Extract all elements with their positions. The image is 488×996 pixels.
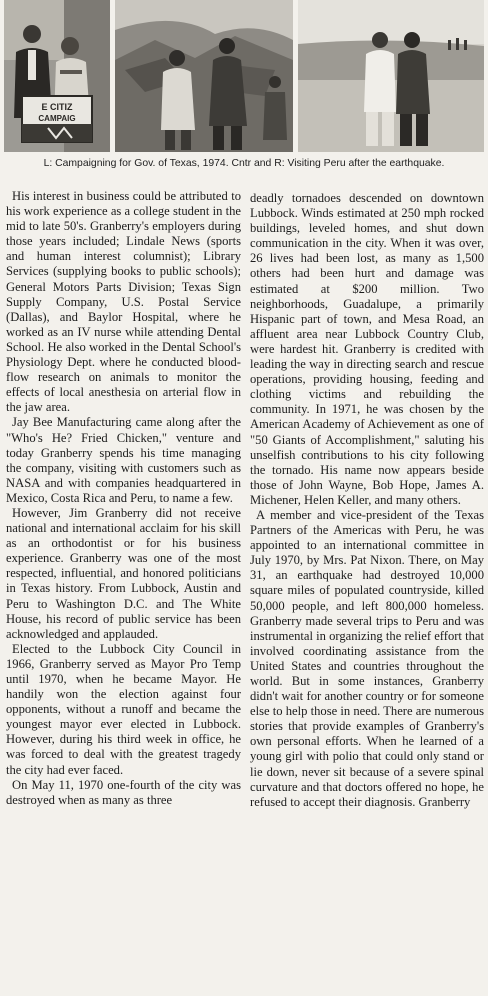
sign-text-1: E CITIZ [41,102,73,112]
paragraph: On May 11, 1970 one-fourth of the city was destroyed when as many as three [6,777,241,807]
photo-caption: L: Campaigning for Gov. of Texas, 1974. Cntr and R: Visiting Peru after the earthquake. [43,158,445,169]
paragraph: deadly tornadoes descended on downtown Lubbock. Winds estimated at 250 mph rocked buildings, leveled homes, and shut down communication in the city. When it was over, 26 lives had been lost, as many as 1,500 others had been hurt and damage was estimated at $200 million. Two neighborhoods, Guadalupe, a primarily Hispanic part of town, and Mesa Road, an affluent area near Lubbock Country Club, were hardest hit. Granberry is credited with leading the way in directing search and rescue operations, providing housing, feeding and clothing victims and rebuilding the community. In 1971, he was chosen by the American Academy of Achievement as one of "50 Giants of Accomplishment," saluting his unselfish contributions to his city following the tornado. His name now appears beside those of John Wayne, Bob Hope, James A. Michener, Helen Keller, and many others. [250,191,484,507]
sign-text-2: CAMPAIG [38,114,76,123]
peru-visit-photo-image [298,0,484,152]
paragraph: However, Jim Granberry did not receive national and international acclaim for his skill as an orthodontist or for his business experience. Granberry was one of the most respected, influential, and honored politicians in Texas history. From Lubbock, Austin and Peru to Washington D.C. and The White House, his record of public service has been acknowledged and applauded. [6,505,241,641]
paragraph: Elected to the Lubbock City Council in 1966, Granberry served as Mayor Pro Temp until 1970, when he became Mayor. He handily won the election against four opponents, without a runoff and became the youngest mayor ever elected in Lubbock. However, during his third week in office, he was forced to deal with the greatest tragedy the city had ever faced. [6,641,241,777]
photo-strip [4,0,484,152]
peru-visit-photo [298,0,484,152]
campaign-photo-image [4,0,110,152]
article-column-right [250,191,484,810]
paragraph: His interest in business could be attributed to his work experience as a college student in the mid to late 50's. Granberry's employers during those years included; Lindale News (sports and human interest columnist); Library Services (supplying books to public schools); General Motors Parts Division; Texas Sign Supply Company, U.S. Postal Service (Dallas), and Baylor Hospital, where he worked as an IV nurse while attending Dental School. He also worked in the Dental School's Physiology Dept. where he conducted blood-flow research on animals to monitor the effects of local anesthesia on arterial flow in the jaw area. [6,189,241,415]
paragraph: A member and vice-president of the Texas Partners of the Americas with Peru, he was appointed to an international committee in July 1970, by Mrs. Pat Nixon. There, on May 31, an earthquake had destroyed 10,000 square miles of populated countryside, killed 50,000 people, and left 800,000 homeless. Granberry made several trips to Peru and was instrumental in organizing the relief effort that involved coordinating assistance from the United States and countries throughout the world. But in some instances, Granberry didn't wait for another country or for someone else to help those in need. There are numerous stories that provide examples of Granberry's own personal efforts. When he learned of a young girl with polio that could only stand or lie down, never sit because of a severe spinal curvature and that doctors offered no hope, he refused to accept their diagnosis. Granberry [250,507,484,809]
earthquake-rubble-photo [115,0,293,152]
paragraph: Jay Bee Manufacturing came along after the "Who's He? Fried Chicken," venture and today Granberry spends his time managing the company, visiting with customers such as NASA and with companies headquartered in Mexico, Costa Rica and Peru, to name a few. [6,415,241,505]
campaign-photo [4,0,110,152]
earthquake-rubble-photo-image [115,0,293,152]
article-column-left [6,189,241,808]
